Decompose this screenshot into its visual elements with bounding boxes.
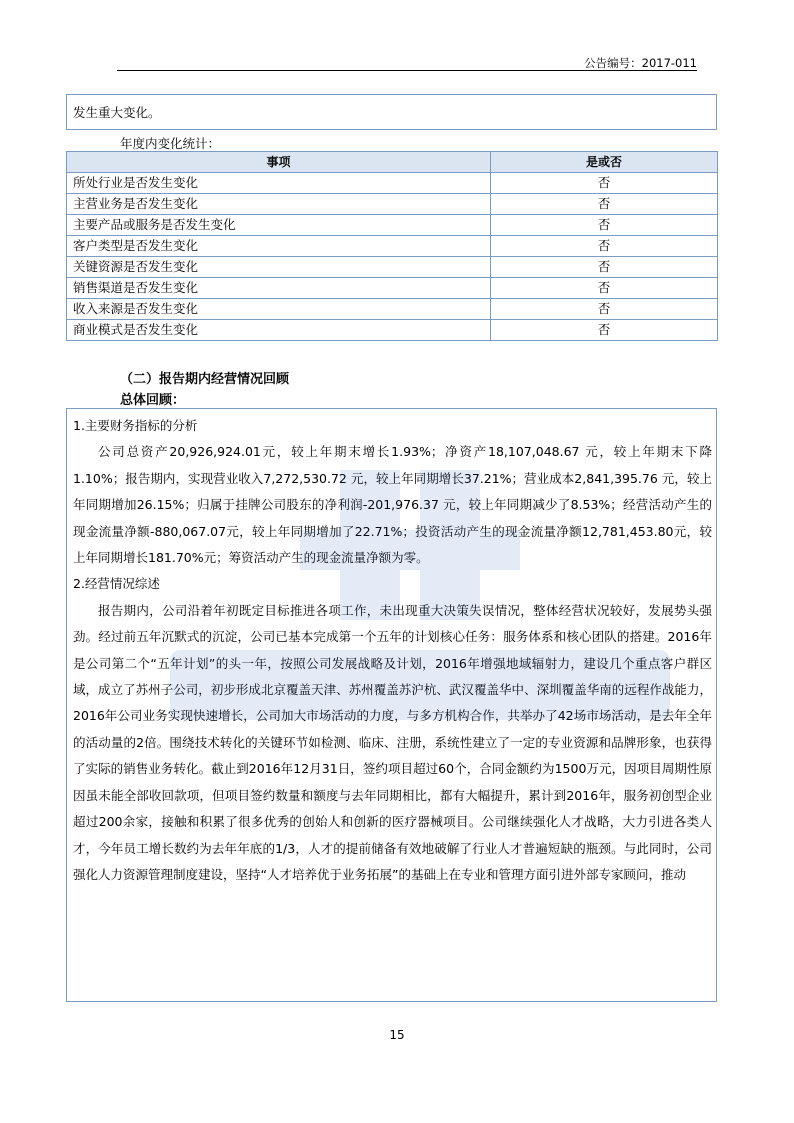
section-title: （二）报告期内经营情况回顾 [120,372,290,387]
page-number: 15 [389,1028,405,1042]
change-stats-table [66,151,718,341]
table-caption: 年度内变化统计： [120,136,221,151]
table-row [67,194,718,215]
row-item: 销售渠道是否发生变化 [67,278,491,299]
row-value: 否 [491,257,718,278]
review-paragraph-operations: 报告期内，公司沿着年初既定目标推进各项工作，未出现重大决策失误情况，整体经营状况较好，发展势头强劲。经过前五年沉默式的沉淀，公司已基本完成第一个五年的计划核心任务：服务体系和核心团队的搭建。2016年是公司第二个“五年计划”的头一年，按照公司发展战略及计划，2016年增强地域辐射力，建设几个重点客户群区域，成立了苏州子公司，初步形成北京覆盖天津、苏州覆盖苏沪杭、武汉覆盖华中、深圳覆盖华南的远程作战能力，2016年公司业务实现快速增长，公司加大市场活动的力度，与多方机构合作，共举办了42场市场活动，是去年全年的活动量的2倍。围绕技术转化的关键环节如检测、临床、注册，系统性建立了一定的专业资源和品牌形象，也获得了实际的销售业务转化。截止到2016年12月31日，签约项目超过60个，合同金额约为1500万元，因项目周期性原因虽未能全部收回款项，但项目签约数量和额度与去年同期相比，都有大幅提升，累计到2016年，服务初创型企业超过200余家，接触和积累了很多优秀的创始人和创新的医疗器械项目。公司继续强化人才战略，大力引进各类人才，今年员工增长数约为去年年底的1/3，人才的提前储备有效地破解了行业人才普遍短缺的瓶颈。与此同时，公司强化人力资源管理制度建设，坚持“人才培养优于业务拓展”的基础上在专业和管理方面引进外部专家顾问，推动 [73,602,712,882]
notice-number: 公告编号：2017-011 [584,56,697,70]
row-value: 否 [491,299,718,320]
intro-text: 发生重大变化。 [73,105,161,120]
table-row [67,236,718,257]
row-item: 主营业务是否发生变化 [67,194,491,215]
row-item: 所处行业是否发生变化 [67,173,491,194]
row-item: 商业模式是否发生变化 [67,320,491,341]
row-value: 否 [491,278,718,299]
review-heading-financial: 1.主要财务指标的分析 [73,418,198,433]
table-row [67,173,718,194]
row-item: 客户类型是否发生变化 [67,236,491,257]
row-item: 收入来源是否发生变化 [67,299,491,320]
row-value: 否 [491,173,718,194]
column-header-yesno: 是或否 [491,152,718,173]
row-value: 否 [491,236,718,257]
table-row [67,278,718,299]
table-row [67,299,718,320]
review-box [66,408,717,1002]
row-value: 否 [491,320,718,341]
table-header-row [67,152,718,173]
row-item: 主要产品或服务是否发生变化 [67,215,491,236]
row-item: 关键资源是否发生变化 [67,257,491,278]
row-value: 否 [491,215,718,236]
intro-box [66,94,717,130]
table-row [67,257,718,278]
section-subtitle: 总体回顾： [120,393,186,408]
review-paragraph-financial: 公司总资产20,926,924.01元，较上年期末增长1.93%；净资产18,107,048.67 元，较上年期末下降1.10%；报告期内，实现营业收入7,272,530.72 元，较上年同期增长37.21%；营业成本2,841,395.76 元，较上年同期增加26.15%；归属于挂牌公司股东的净利润-201,976.37 元，较上年同期减少了8.53%；经营活动产生的现金流量净额-880,067.07元，较上年同期增加了22.71%；投资活动产生的现金流量净额12,781,453.80元，较上年同期增长181.70%元；筹资活动产生的现金流量净额为零。 [73,444,712,566]
review-heading-operations: 2.经营情况综述 [73,576,160,592]
table-row [67,320,718,341]
row-value: 否 [491,194,718,215]
column-header-item: 事项 [67,152,491,173]
table-row [67,215,718,236]
header-divider [117,70,697,71]
